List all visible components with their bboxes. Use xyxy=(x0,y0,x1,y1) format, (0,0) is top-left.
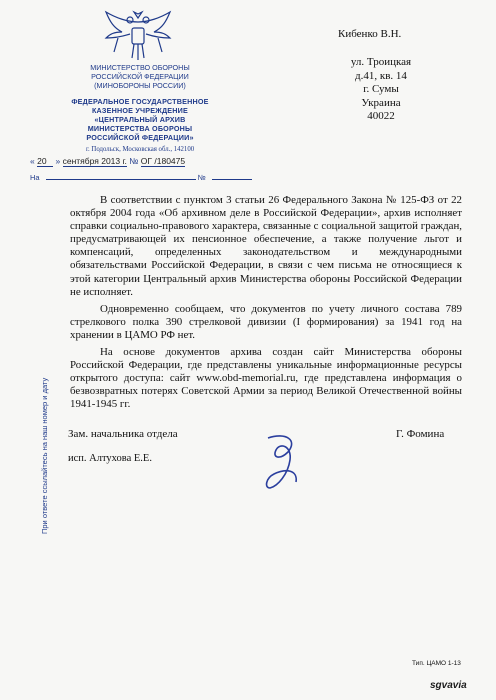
recipient-address-line: Украина xyxy=(361,96,401,109)
recipient-address xyxy=(338,56,424,124)
archive-header xyxy=(42,97,238,142)
na-blank-line xyxy=(46,172,196,180)
recipient-address-line: г. Сумы xyxy=(363,83,399,95)
reg-quote-open: « xyxy=(30,156,35,166)
na-label: На xyxy=(30,173,40,182)
margin-note: При ответе ссылайтесь на наш номер и дату xyxy=(40,377,49,534)
reg-no-label: № xyxy=(129,156,139,166)
reg-date: сентября 2013 г. xyxy=(62,156,127,166)
letter-body xyxy=(70,194,462,416)
ministry-line: РОССИЙСКОЙ ФЕДЕРАЦИИ xyxy=(91,72,189,81)
ministry-line: МИНИСТЕРСТВО ОБОРОНЫ xyxy=(90,63,190,72)
registration-line xyxy=(30,156,270,167)
reg-number: ОГ /180475 xyxy=(140,156,186,166)
archive-line: КАЗЕННОЕ УЧРЕЖДЕНИЕ xyxy=(91,106,189,115)
executor: исп. Алтухова Е.Е. xyxy=(68,453,152,464)
recipient-address-line: ул. Троицкая xyxy=(350,56,412,68)
watermark: sgvavia xyxy=(430,680,467,691)
signer-position: Зам. начальника отдела xyxy=(68,428,178,440)
recipient-address-line: д.41, кв. 14 xyxy=(355,69,407,82)
signer-name: Г. Фомина xyxy=(396,428,445,440)
eagle-emblem-icon xyxy=(98,8,178,64)
archive-line: ФЕДЕРАЛЬНОЕ ГОСУДАРСТВЕННОЕ xyxy=(71,97,209,106)
na-no-blank-line xyxy=(212,172,252,180)
archive-line: «ЦЕНТРАЛЬНЫЙ АРХИВ xyxy=(94,115,186,124)
na-no-label: № xyxy=(197,173,206,182)
handwritten-signature-icon xyxy=(258,430,308,492)
reg-quote-close: » xyxy=(55,156,61,166)
archive-line: РОССИЙСКОЙ ФЕДЕРАЦИИ» xyxy=(86,133,194,142)
reg-day-field: 20 xyxy=(37,156,53,167)
recipient-name: Кибенко В.Н. xyxy=(338,28,402,40)
recipient-address-line: 40022 xyxy=(367,110,395,122)
print-code: Тип. ЦАМО 1-13 xyxy=(412,660,461,667)
body-paragraph: В соответствии с пунктом 3 статьи 26 Федерального Закона № 125-ФЗ от 22 октября 2004 года «Об архивном деле в Российской Федерации», архив исполняет справки социально-правового характера, связанные с социальной защитой граждан, предусматривающей их пенсионное обеспечение, а также получение льгот и компенсаций, определенных законодательством и международными обязательствами Российской Федерации, в связи с чем письма не относящиеся к этой категории Центральный архив Министерства обороны Российской Федерации не исполняет. xyxy=(70,194,462,298)
ministry-header xyxy=(42,63,238,90)
reply-to-line xyxy=(30,172,270,182)
body-paragraph: Одновременно сообщаем, что документов по учету личного состава 789 стрелкового полка 390 стрелковой дивизии (I формирования) за 1941 год на хранении в ЦАМО РФ нет. xyxy=(70,302,462,341)
sender-address: г. Подольск, Московская обл., 142100 xyxy=(86,146,195,153)
body-paragraph: На основе документов архива создан сайт Министерства обороны Российской Федерации, где представлены уникальные информационные ресурсы открытого доступа: сайт www.obd-memorial.ru, где представлена информация о безвозвратных потерях Советской Армии за период Великой Отечественной войны 1941-1945 гг. xyxy=(70,346,462,411)
ministry-line: (МИНОБОРОНЫ РОССИИ) xyxy=(94,81,186,90)
archive-line: МИНИСТЕРСТВА ОБОРОНЫ xyxy=(87,124,193,133)
